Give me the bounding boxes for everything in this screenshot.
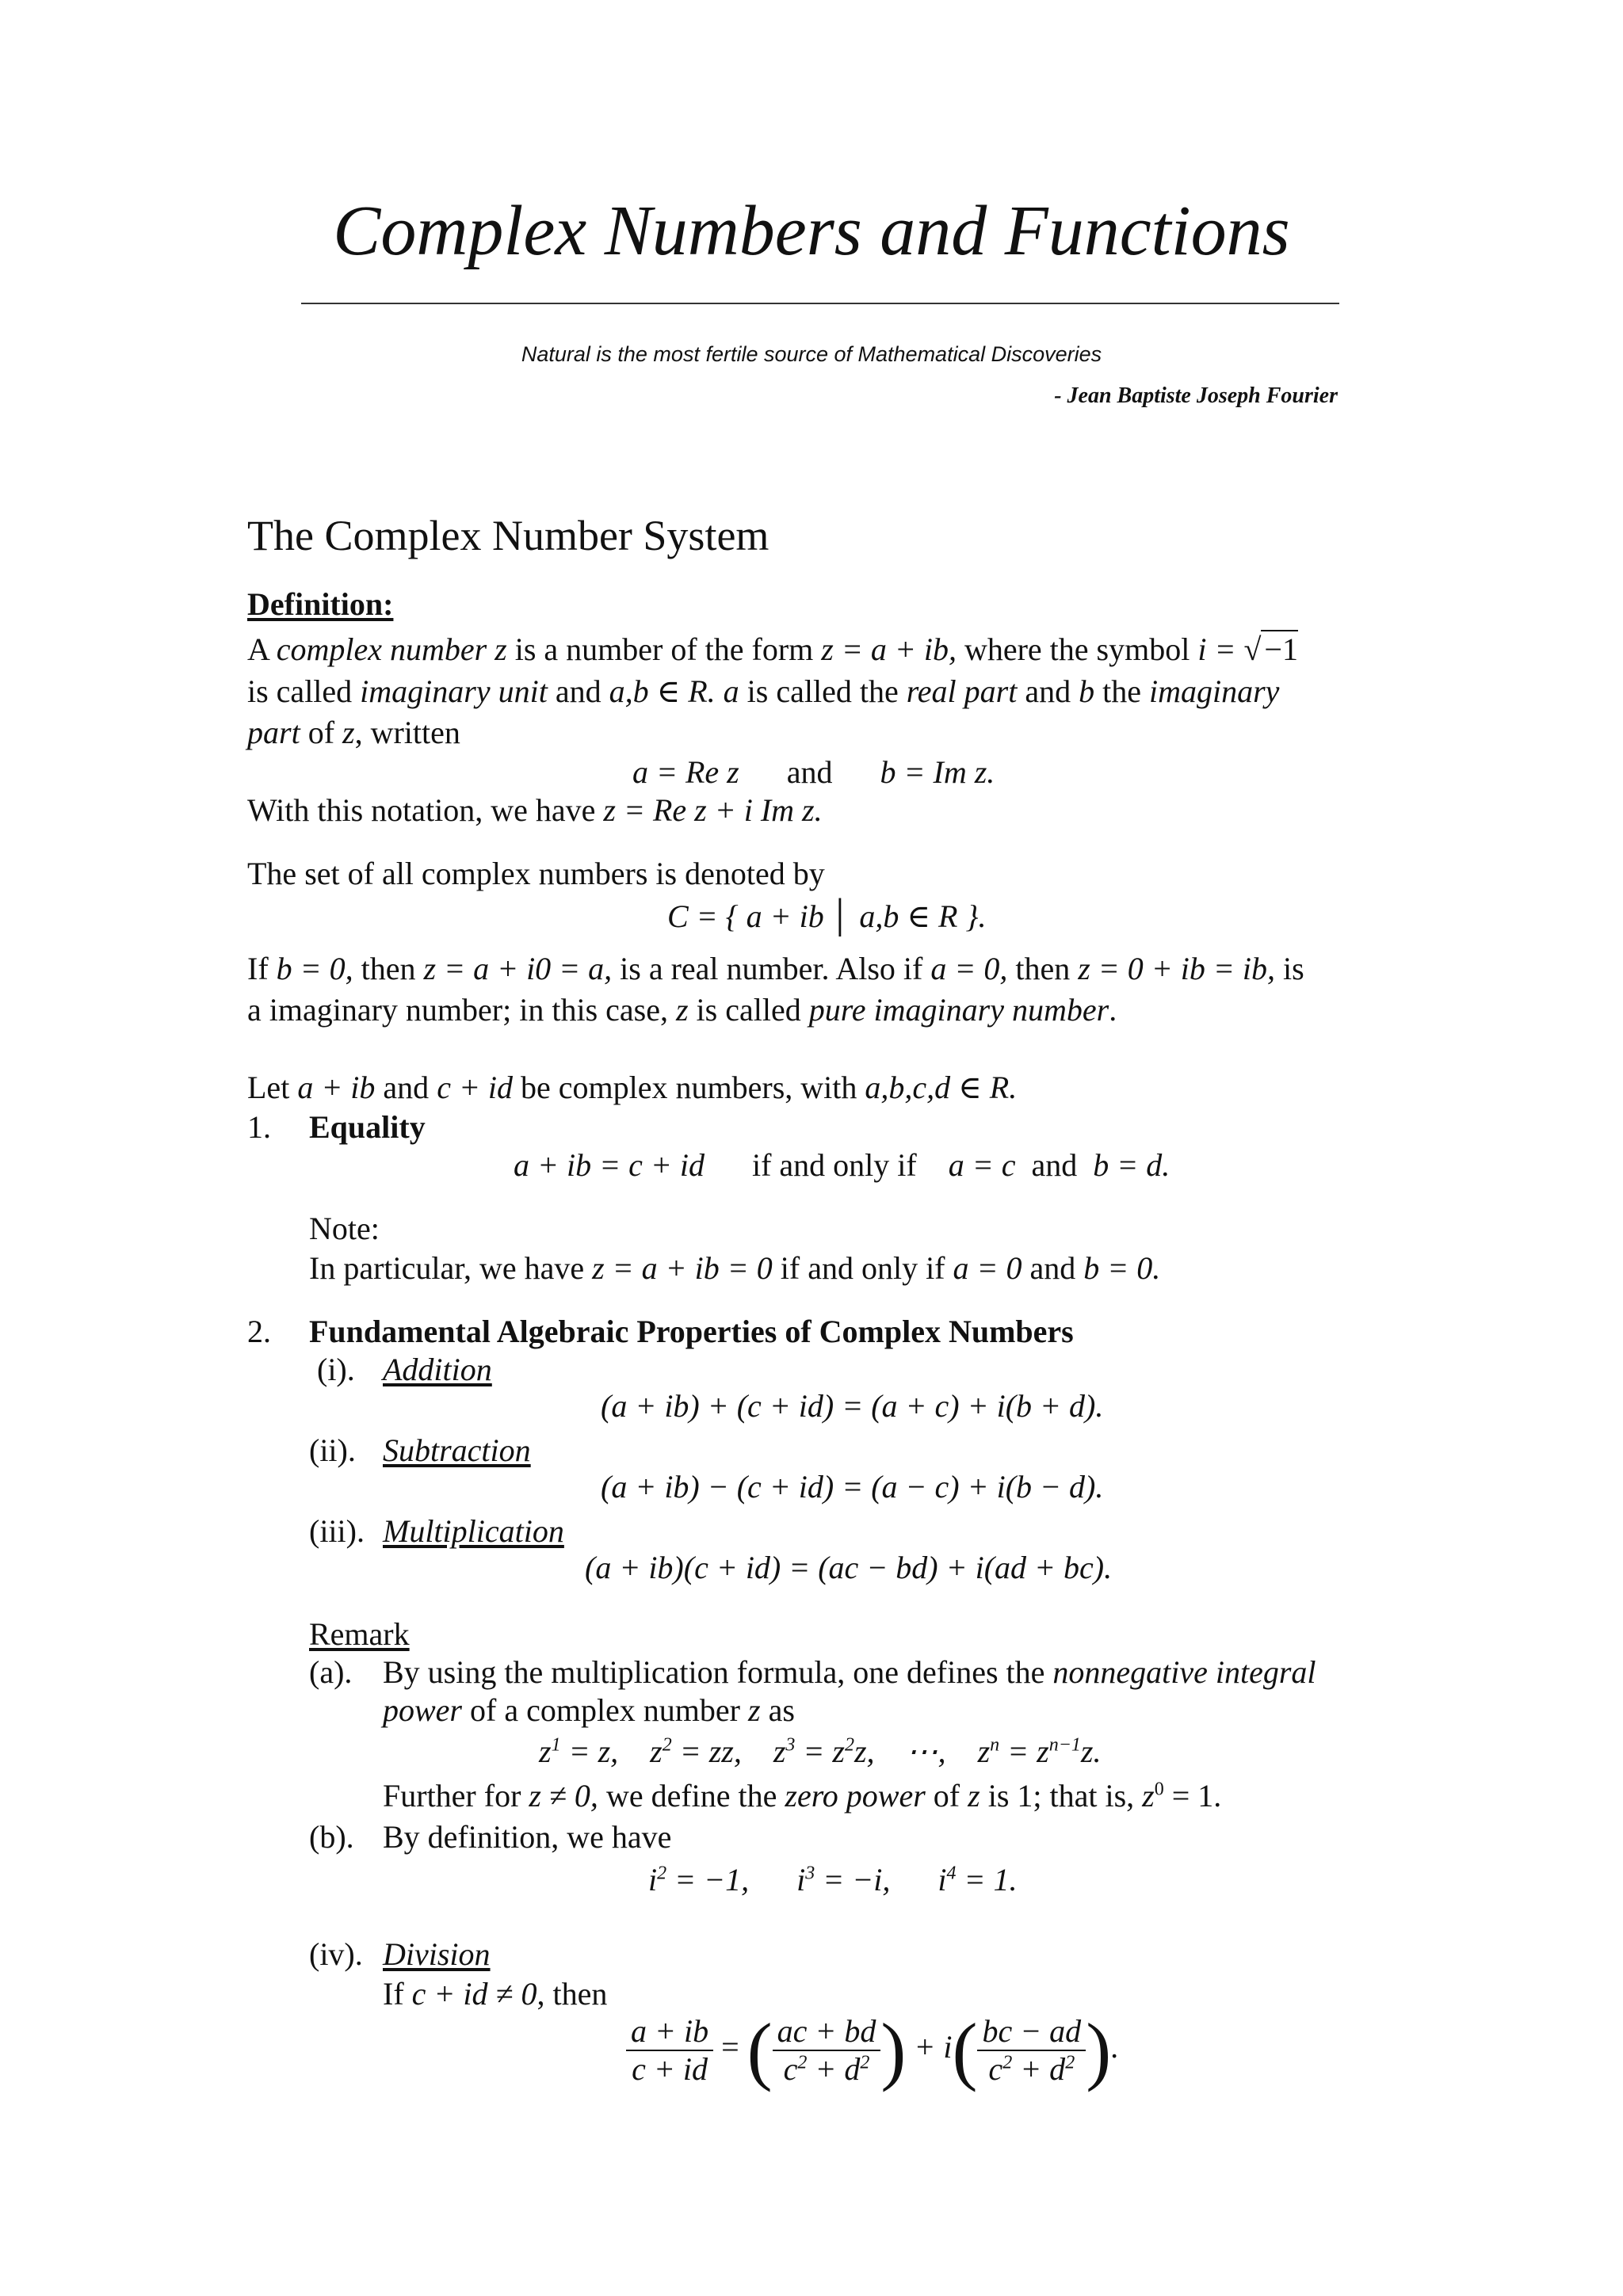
definition-line-1: A complex number z is a number of the form z = a + ib, where the symbol i = √ −1 <box>247 631 1298 667</box>
powers-formula: $z^1 = z$, $z^2$ = zz, $z^3 = z^2z$, ⋯, $z^n = z^{n-1}z$. <box>539 1733 1102 1769</box>
properties-heading: Fundamental Algebraic Properties of Complex Numbers <box>309 1314 1074 1349</box>
re-im-equation: a = Re z and b = Im z. <box>632 754 995 790</box>
set-formula: C = { a + ib │ a,b ∈ R }. <box>667 898 987 934</box>
remark-a-line-1: By using the multiplication formula, one defines the nonnegative integral <box>383 1654 1316 1690</box>
remark-b-number: (b). <box>309 1819 354 1855</box>
special-cases-line-2: a imaginary number; in this case, z is called pure imaginary number. <box>247 992 1117 1028</box>
remark-b-text: By definition, we have <box>383 1819 672 1855</box>
properties-number: 2. <box>247 1314 271 1349</box>
division-real-fraction: $\frac{ac + bd}{c^2 + d^2}$ <box>773 2013 881 2088</box>
remark-a-line-2: power of a complex number z as <box>383 1692 795 1728</box>
note-label: Note: <box>309 1211 380 1246</box>
addition-formula: (a + ib) + (c + id) = (a + c) + i(b + d). <box>601 1388 1104 1424</box>
notation-line: With this notation, we have z = Re z + i Im z. <box>247 792 823 828</box>
subtraction-formula: (a + ib) − (c + id) = (a − c) + i(b − d). <box>601 1469 1104 1505</box>
epigraph-attribution: - Jean Baptiste Joseph Fourier <box>1054 383 1338 408</box>
division-lhs-fraction: $\frac{a + ib}{c + id}$ <box>626 2013 713 2088</box>
addition-number: (i). <box>317 1352 355 1387</box>
section-title: The Complex Number System <box>247 512 769 559</box>
equality-heading: Equality <box>309 1109 426 1145</box>
equality-number: 1. <box>247 1109 271 1145</box>
title-divider <box>301 303 1339 304</box>
definition-line-2: is called imaginary unit and a,b ∈ R. a is called the real part and b the imaginary <box>247 673 1280 709</box>
special-cases-line-1: If b = 0, then z = a + i0 = a, is a real number. Also if a = 0, then z = 0 + ib = ib, is <box>247 951 1304 986</box>
definition-heading: Definition: <box>247 586 394 622</box>
document-title: Complex Numbers and Functions <box>333 192 1290 270</box>
remark-a-number: (a). <box>309 1654 353 1690</box>
subtraction-label: Subtraction <box>383 1432 531 1468</box>
multiplication-formula: (a + ib)(c + id) = (ac − bd) + i(ad + bc). <box>585 1550 1113 1585</box>
division-condition: If c + id ≠ 0, then <box>383 1976 608 2012</box>
note-text: In particular, we have z = a + ib = 0 if and only if a = 0 and b = 0. <box>309 1250 1161 1286</box>
multiplication-number: (iii). <box>309 1513 365 1549</box>
division-number: (iv). <box>309 1936 363 1972</box>
equality-formula: a + ib = c + id if and only if a = c and b = d. <box>514 1147 1170 1183</box>
multiplication-label: Multiplication <box>383 1513 564 1549</box>
division-formula: $\frac{a + ib}{c + id}$ = ( $\frac{ac + bd}{c^2 + d^2}$ ) + i( $\frac{bc - ad}{c^2 + d^2}$ ). <box>626 2012 1119 2088</box>
zero-power-line: Further for z ≠ 0, we define the zero power of z is 1; that is, $z^0 = 1$. <box>383 1778 1222 1814</box>
division-label: Division <box>383 1936 491 1972</box>
subtraction-number: (ii). <box>309 1432 356 1468</box>
remark-label: Remark <box>309 1616 410 1652</box>
i-powers-formula: $i^2 = -1$, $i^3 = -i$, $i^4 = 1$. <box>648 1862 1018 1897</box>
set-intro: The set of all complex numbers is denoted by <box>247 856 825 891</box>
let-line: Let a + ib and c + id be complex numbers, with a,b,c,d ∈ R. <box>247 1070 1018 1105</box>
epigraph-quote: Natural is the most fertile source of Mathematical Discoveries <box>521 342 1102 366</box>
addition-label: Addition <box>383 1352 492 1387</box>
definition-line-3: part of z, written <box>247 715 460 750</box>
division-imag-fraction: $\frac{bc - ad}{c^2 + d^2}$ <box>977 2013 1086 2088</box>
